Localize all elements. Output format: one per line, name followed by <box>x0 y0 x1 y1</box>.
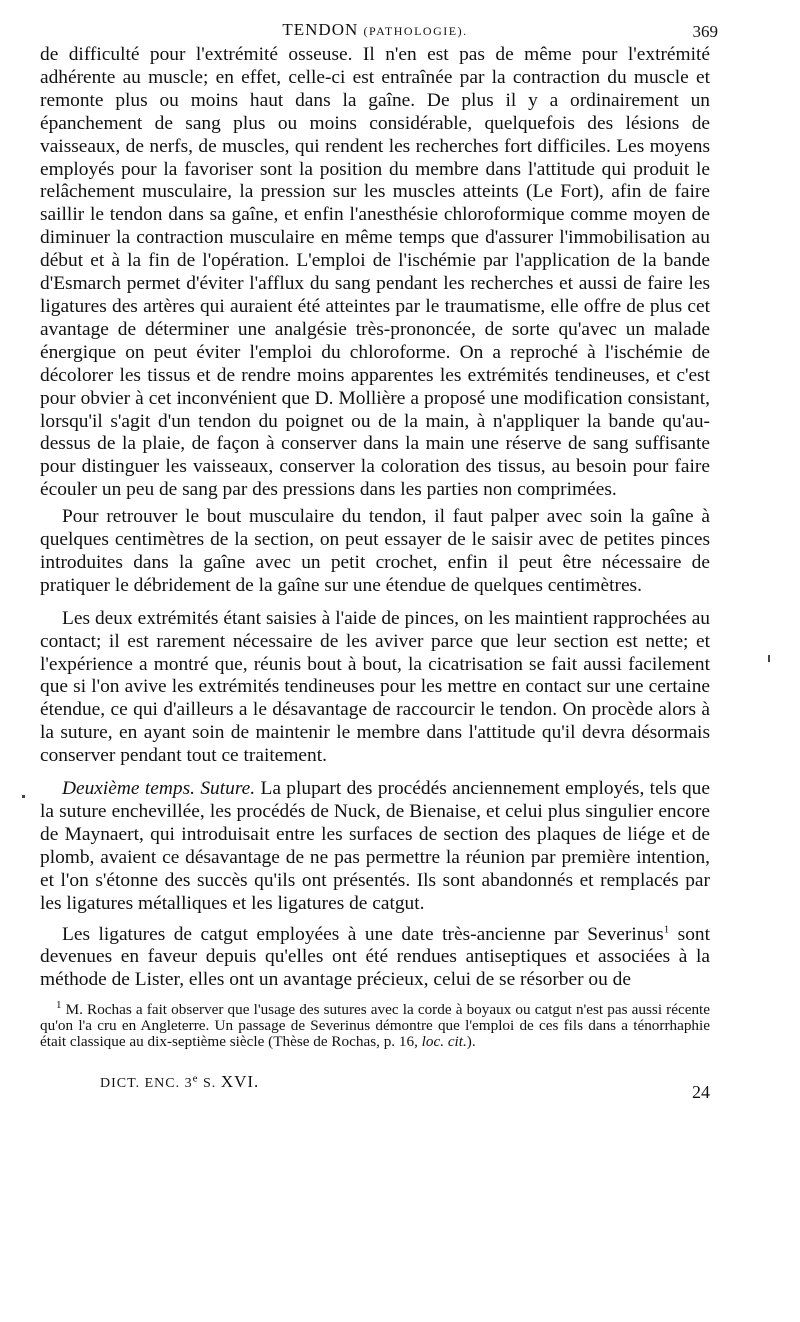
footnote-citation: loc. cit. <box>421 1033 467 1051</box>
footnote-mark: 1 <box>56 999 62 1012</box>
signature-volume: XVI. <box>220 1072 260 1092</box>
page-content <box>40 20 718 1112</box>
signature-prefix: DICT. ENC. 3 <box>100 1076 193 1092</box>
signature-suffix: S. <box>198 1076 217 1092</box>
signature-sup: e <box>192 1072 199 1085</box>
signature-mark <box>100 1072 259 1092</box>
page-footer <box>40 1072 710 1112</box>
footnote-reference: 1 <box>663 923 670 936</box>
footnotes <box>40 999 710 1051</box>
paragraph-catgut <box>40 924 710 993</box>
paragraph-continued: de difficulté pour l'extrémité osseuse. Il n'en est pas de même pour l'extrémité adhérente au muscle; en effet, celle-ci est entraînée par la contraction du muscle et remonte plus ou moins haut dans la gaîne. De plus il y a ordinairement un épanchement de sang plus ou moins considérable, quelquefois des lésions de vaisseaux, de nerfs, de muscles, qui rendent les recherches fort difficiles. Les moyens employés pour la favoriser sont la position du membre dans l'attitude qui produit le relâchement musculaire, la pression sur les muscles atteints (Le Fort), afin de faire saillir le tendon dans sa gaîne, et enfin l'anesthésie chloroformique comme moyen de diminuer la contraction musculaire en même temps que d'assurer l'immobilisation au début et à la fin de l'opération. L'emploi de l'ischémie par l'application de la bande d'Esmarch permet d'éviter l'afflux du sang pendant les recherches et aussi de faire les ligatures des artères qui auraient été atteintes par le traumatisme, elle offre de plus cet avantage de déterminer une analgésie très-prononcée, de sorte qu'avec un malade énergique on peut éviter l'emploi du chloroforme. On a reproché à l'ischémie de décolorer les tissus et de rendre moins apparentes les extrémités tendineuses, et c'est pour obvier à cet inconvénient que D. Mollière a proposé une modification consistant, lorsqu'il s'agit d'un tendon du poignet ou de la main, à n'appliquer la bande qu'au-dessus de la plaie, de façon à conserver dans la main une réserve de sang suffisante pour distinguer les vaisseaux, conserver la coloration des tissus, au besoin pour faire écouler un peu de sang par des pressions dans les parties non comprimées. <box>40 44 710 501</box>
footnote-end: ). <box>466 1033 476 1051</box>
section-heading: Deuxième temps. Suture. <box>62 778 256 800</box>
page-number: 369 <box>692 22 718 41</box>
section-text: La plupart des procédés anciennement employés, tels que la suture enchevillée, les procédés de Nuck, de Bienaise, et celui plus singulier encore de Maynaert, qui introduisait entre les surfaces de section des plaques de liége et de plomb, avaient ce désavantage de ne pas permettre la réunion par première intention, et l'on s'étonne des succès qu'ils ont présentés. Ils sont abandonnés et remplacés par les ligatures métalliques et les ligatures de catgut. <box>40 778 710 914</box>
footnote-text: M. Rochas a fait observer que l'usage des sutures avec la corde à boyaux ou catgut n'est pas aussi récente qu'on l'a cru en Angleterre. Un passage de Severinus démontre que l'emploi de ces fils dans a ténorrhaphie était classique au dix-septième siècle (Thèse de Rochas, p. 16, <box>40 1001 710 1051</box>
sheet-number: 24 <box>692 1082 710 1103</box>
catgut-text-end: sont devenues en faveur depuis qu'elles ont été rendues antiseptiques et associées à la méthode de Lister, elles ont un avantage précieux, celui de se résorber ou de <box>40 923 710 991</box>
paragraph-approximation: Les deux extrémités étant saisies à l'aide de pinces, on les maintient rapprochées au contact; il est rarement nécessaire de les aviver parce que leur section est nette; et l'expérience a montré que, réunis bout à bout, la cicatrisation se fait aussi facilement que si l'on avive les extrémités tendineuses pour les mettre en contact sur une certaine étendue, ce qui d'ailleurs a le désavantage de raccourcir le tendon. On procède alors à la suture, en ayant soin de maintenir le membre dans l'attitude qu'il devra désormais conserver pendant tout ce traitement. <box>40 607 710 767</box>
paragraph-muscle-end: Pour retrouver le bout musculaire du tendon, il faut palper avec soin la gaîne à quelques centimètres de la section, on peut essayer de le saisir avec de petites pinces introduites dans la gaîne avec un petit crochet, enfin il peut être nécessaire de pratiquer le débridement de la gaîne sur une étendue de quelques centimètres. <box>40 506 710 596</box>
running-header <box>40 20 718 44</box>
margin-mark <box>768 655 770 662</box>
header-title: TENDON <box>282 20 359 39</box>
margin-dot <box>22 795 25 798</box>
paragraph-suture-section <box>40 778 710 915</box>
running-title <box>40 20 710 40</box>
catgut-text-start: Les ligatures de catgut employées à une date très-ancienne par Severinus <box>62 923 664 945</box>
footnote-1 <box>40 999 710 1051</box>
header-subtitle: (PATHOLOGIE). <box>363 24 468 38</box>
body-text <box>40 44 710 992</box>
